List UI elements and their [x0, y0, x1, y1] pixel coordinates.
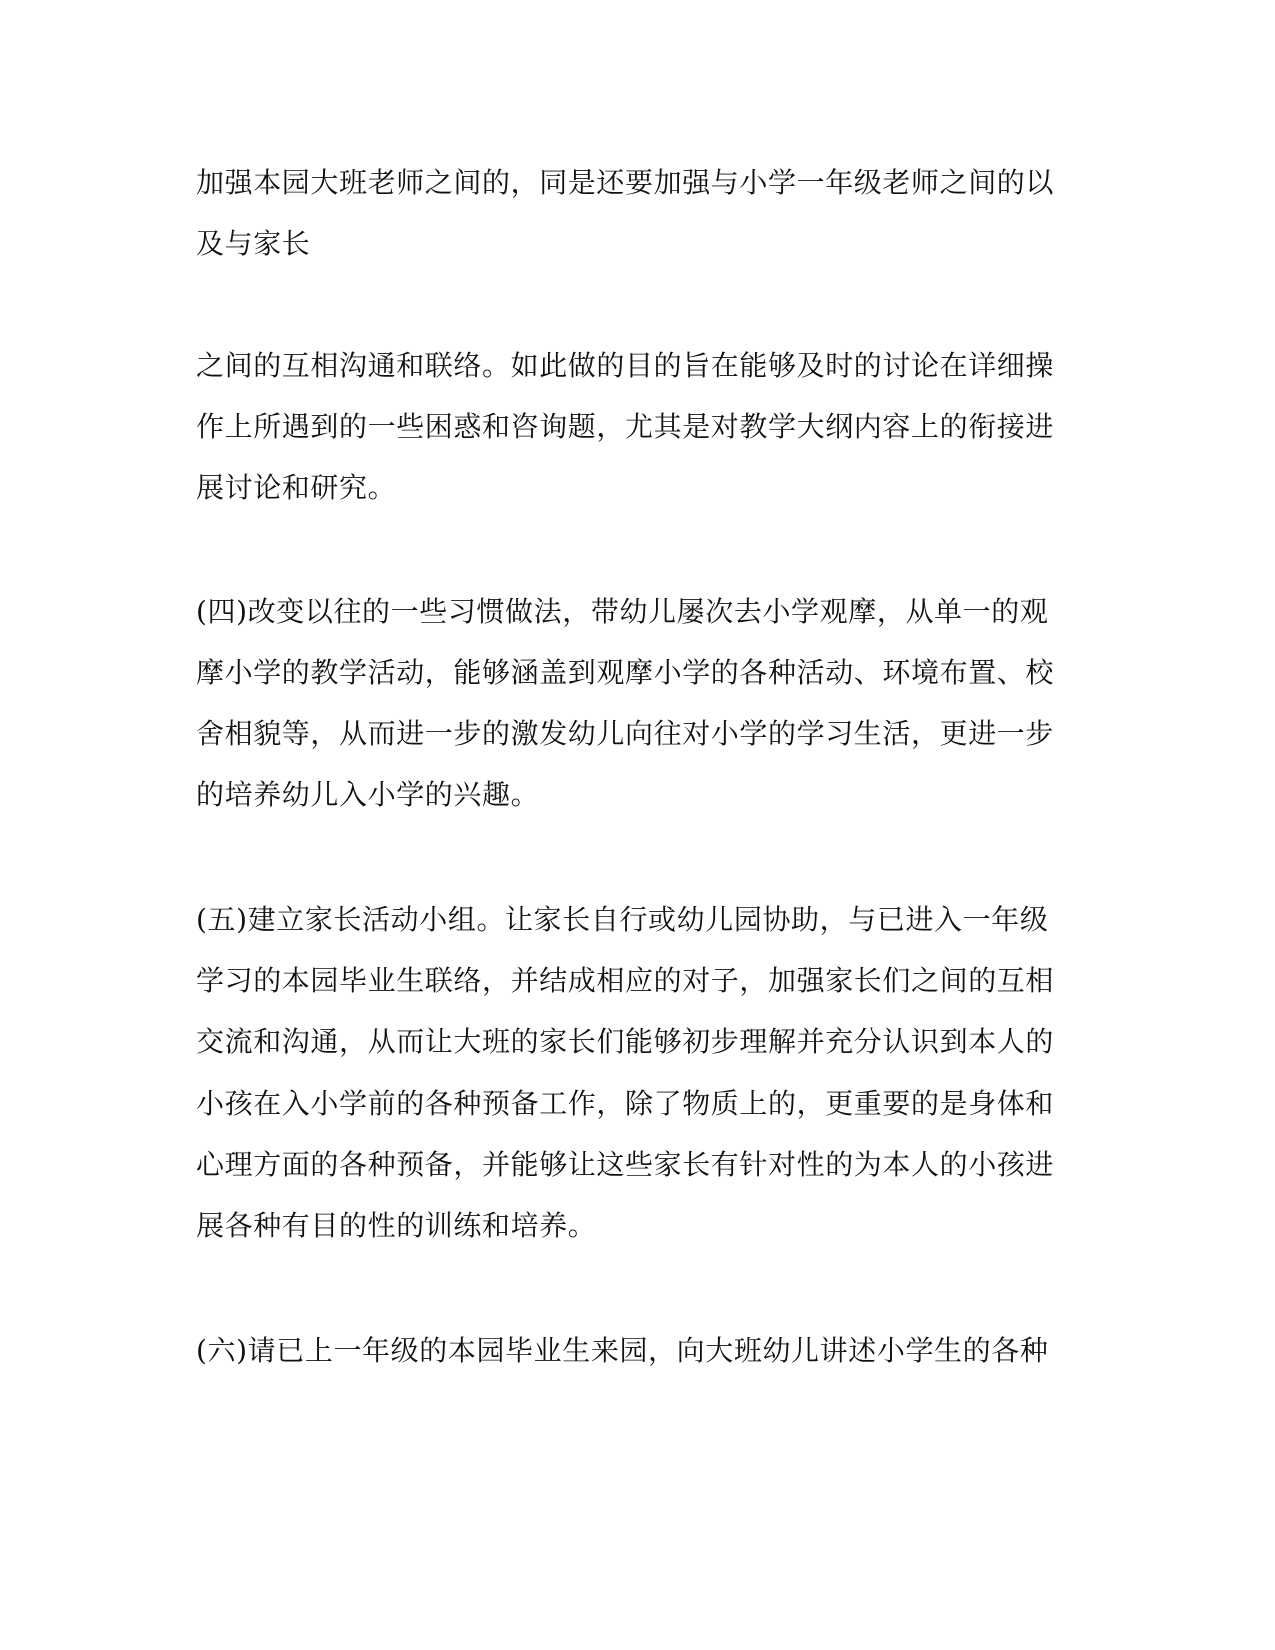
text-line: 摩小学的教学活动，能够涵盖到观摩小学的各种活动、环境布置、校 [196, 656, 1055, 689]
text-line: 的培养幼儿入小学的兴趣。 [196, 778, 540, 811]
text-line: (六)请已上一年级的本园毕业生来园，向大班幼儿讲述小学生的各种 [196, 1334, 1049, 1367]
text-line: (四)改变以往的一些习惯做法，带幼儿屡次去小学观摩，从单一的观 [196, 595, 1049, 628]
text-line: 之间的互相沟通和联络。如此做的目的旨在能够及时的讨论在详细操 [196, 349, 1055, 382]
text-line: 作上所遇到的一些困惑和咨询题，尤其是对教学大纲内容上的衔接进 [196, 410, 1055, 443]
text-line: 展讨论和研究。 [196, 471, 397, 504]
text-line: 小孩在入小学前的各种预备工作，除了物质上的，更重要的是身体和 [196, 1087, 1055, 1120]
text-line: 交流和沟通，从而让大班的家长们能够初步理解并充分认识到本人的 [196, 1025, 1055, 1058]
text-line: 心理方面的各种预备，并能够让这些家长有针对性的为本人的小孩进 [196, 1148, 1055, 1181]
text-line: 舍相貌等，从而进一步的激发幼儿向往对小学的学习生活，更进一步 [196, 717, 1055, 750]
text-line: 展各种有目的性的训练和培养。 [196, 1209, 597, 1242]
text-line: (五)建立家长活动小组。让家长自行或幼儿园协助，与已进入一年级 [196, 903, 1049, 936]
text-line: 学习的本园毕业生联络，并结成相应的对子，加强家长们之间的互相 [196, 964, 1055, 997]
text-line: 加强本园大班老师之间的，同是还要加强与小学一年级老师之间的以 [196, 166, 1055, 199]
text-line: 及与家长 [196, 227, 311, 260]
